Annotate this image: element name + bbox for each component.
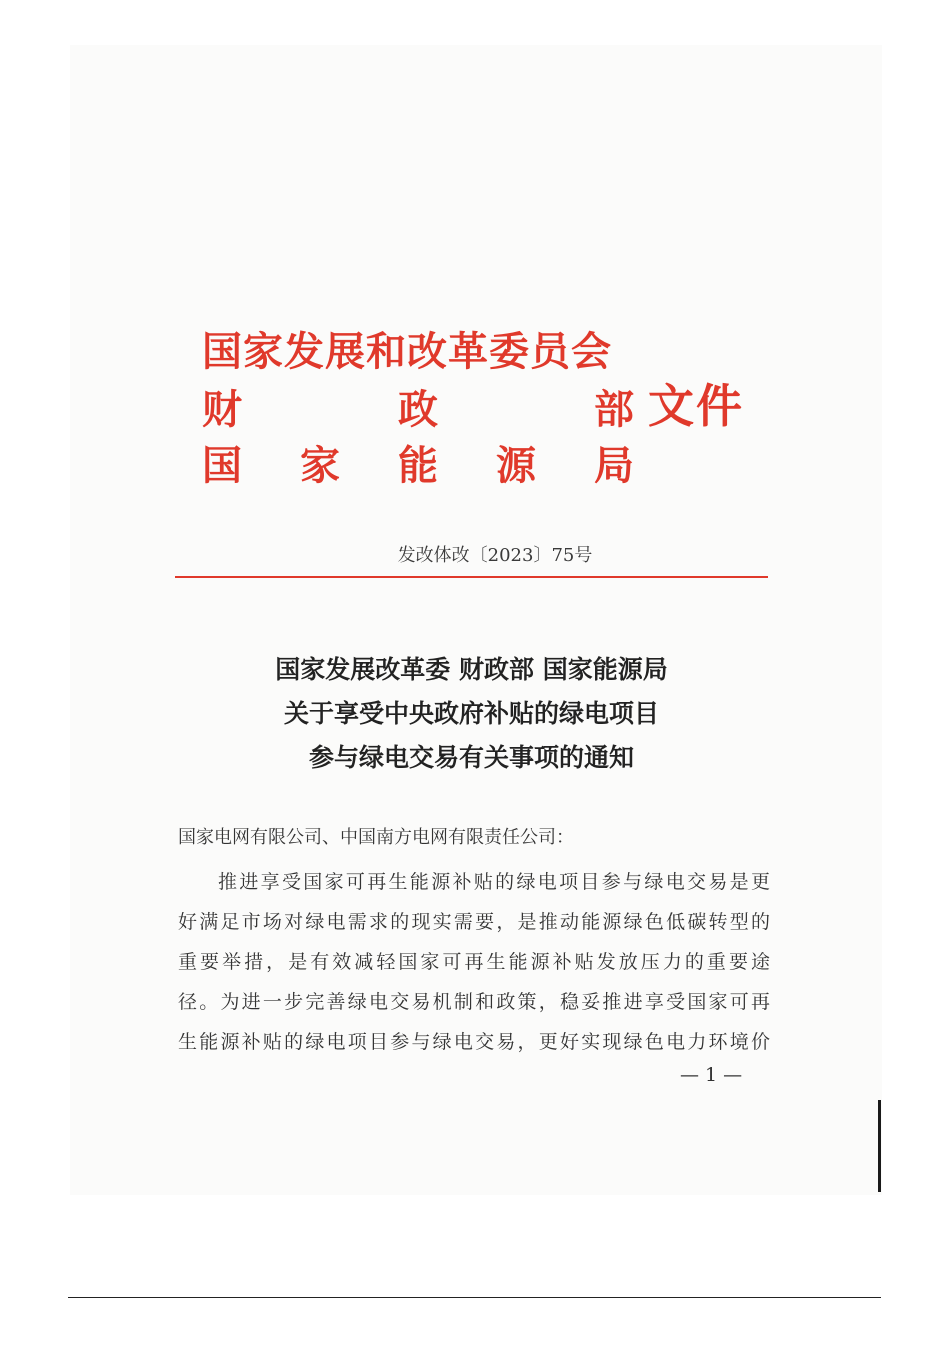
header-char: 源 — [496, 442, 536, 489]
document-number: 发改体改〔2023〕75号 — [397, 545, 593, 566]
header-char: 政 — [398, 386, 438, 433]
title-line: 参与绿电交易有关事项的通知 — [308, 743, 634, 772]
red-header — [202, 322, 762, 492]
header-char: 国 — [202, 442, 242, 489]
document-title — [175, 648, 768, 780]
body-line: 重要举措，是有效减轻国家可再生能源补贴发放压力的重要途 — [178, 951, 770, 973]
body-line: 生能源补贴的绿电项目参与绿电交易，更好实现绿色电力环境价 — [178, 1031, 770, 1053]
header-char: 财 — [202, 386, 242, 433]
body-line: 推进享受国家可再生能源补贴的绿电项目参与绿电交易是更 — [218, 871, 770, 893]
addressee: 国家电网有限公司、中国南方电网有限责任公司： — [178, 827, 574, 848]
title-line: 国家发展改革委 财政部 国家能源局 — [275, 655, 668, 684]
bottom-divider — [68, 1297, 881, 1298]
header-char: 能 — [398, 442, 438, 489]
header-org-mof — [202, 386, 634, 434]
header-org-ndrc: 国家发展和改革委员会 — [202, 328, 612, 375]
header-char: 部 — [594, 386, 634, 433]
body-line: 好满足市场对绿电需求的现实需要，是推动能源绿色低碳转型的 — [178, 911, 770, 933]
header-char: 局 — [594, 442, 634, 489]
red-divider — [175, 576, 768, 578]
header-char: 家 — [300, 442, 340, 489]
header-wenjian: 文件 — [648, 379, 744, 433]
body-line: 径。为进一步完善绿电交易机制和政策，稳妥推进享受国家可再 — [178, 991, 770, 1013]
body-paragraph — [178, 862, 770, 1062]
page-number: — 1 — — [680, 1064, 743, 1086]
page-edge-shadow — [878, 1100, 881, 1192]
header-org-nea — [202, 442, 634, 490]
title-line: 关于享受中央政府补贴的绿电项目 — [283, 699, 659, 728]
